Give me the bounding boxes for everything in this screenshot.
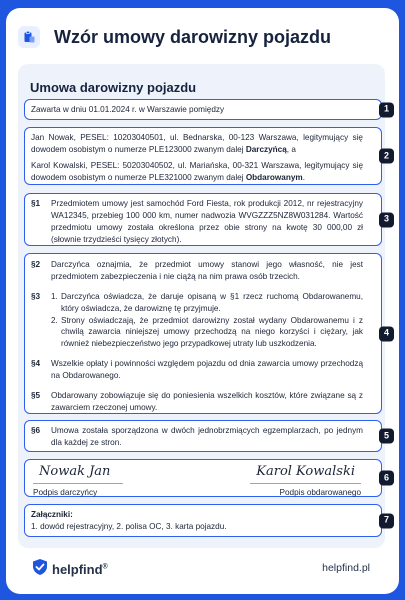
- section-6-number: §6: [31, 426, 41, 435]
- clause-box-4: [24, 253, 389, 414]
- party-recipient-suffix: .: [302, 172, 305, 182]
- document-title: Umowa darowizny pojazdu: [30, 80, 197, 95]
- section-5-number: §5: [31, 391, 41, 401]
- list-item: 2. Strony oświadczają, że przedmiot darowizny został wydany Obdarowanemu i z chwilą zawarcia niniejszej umowy przechodzą na niego korzyści i ciężary, jak również niebezpieczeństwo jego przypadkowej utraty lub uszkodzenia.: [51, 315, 363, 349]
- party-donor-text: Jan Nowak, PESEL: 10203040501, ul. Bednarska, 00-123 Warszawa, legitymujący się dowodem osobistym o numerze PLE123000 zwanym dalej: [31, 133, 363, 154]
- section-1-text: Przedmiotem umowy jest samochód Ford Fiesta, rok produkcji 2012, nr rejestracyjny WA12345, przebieg 100 000 km, numer nadwozia WVGZZZ5NZ8W031284. Wartość przedmiotu umowy została określona przez obie strony na kwotę 30 000,00 zł (słownie trzydzieści tysięcy złotych).: [51, 199, 363, 244]
- recipient-signature: Karol Kowalski: [250, 463, 361, 484]
- step-badge-7: 7: [379, 513, 394, 528]
- page-title: Wzór umowy darowizny pojazdu: [54, 26, 332, 47]
- section-3: [25, 291, 381, 350]
- step-badge-4: 4: [379, 326, 394, 341]
- donor-signature: Nowak Jan: [33, 463, 123, 484]
- section-2-text: Darczyńca oznajmia, że przedmiot umowy stanowi jego własność, nie jest przedmiotem zabezpieczenia i nie ciążą na nim prawa osób trzecich.: [51, 260, 363, 281]
- section-4-text: Wszelkie opłaty i powinności względem pojazdu od dnia zawarcia umowy przechodzą na Obdarowanego.: [51, 359, 363, 381]
- shield-icon: [32, 558, 48, 581]
- section-4: [25, 358, 381, 382]
- party-donor-suffix: , a: [286, 144, 296, 154]
- recipient-signature-block: [250, 463, 361, 499]
- section-6: [25, 425, 381, 449]
- clause-box-5: [24, 420, 389, 452]
- section-5: [25, 390, 381, 414]
- party-recipient-role: Obdarowanym: [245, 172, 303, 182]
- party-recipient: [25, 160, 381, 184]
- section-2: [25, 259, 381, 283]
- clause-box-6: [24, 459, 389, 497]
- step-badge-5: 5: [379, 429, 394, 444]
- list-item: 1. Darczyńca oświadcza, że daruje opisaną w §1 rzecz ruchomą Obdarowanemu, który oświadcza, że darowiznę tę przyjmuje.: [51, 291, 363, 313]
- clause-box-1: [24, 99, 389, 120]
- page-header: [18, 26, 331, 48]
- step-badge-3: 3: [379, 212, 394, 227]
- donor-signature-label: Podpis darczyńcy: [33, 487, 98, 497]
- party-donor-role: Darczyńcą: [245, 144, 287, 154]
- section-3-number: §3: [31, 291, 41, 301]
- section-6-text: Umowa została sporządzona w dwóch jednobrzmiących egzemplarzach, po jednym dla każdej ze stron.: [51, 426, 363, 447]
- clause-box-7: [24, 504, 389, 537]
- donor-signature-block: [33, 463, 123, 499]
- section-3-list: [51, 291, 363, 350]
- section-4-number: §4: [31, 359, 41, 369]
- step-badge-6: 6: [379, 471, 394, 486]
- section-5-text: Obdarowany zobowiązuje się do poniesienia wszelkich kosztów, które związane są z zawarciem rzeczonej umowy.: [51, 391, 363, 412]
- clause-box-3: [24, 193, 389, 246]
- clipboard-icon: [18, 26, 40, 48]
- step-badge-1: 1: [379, 102, 394, 117]
- signatures: [25, 463, 381, 499]
- section-1: [25, 198, 381, 246]
- step-badge-2: 2: [379, 149, 394, 164]
- website-link[interactable]: helpfind.pl: [322, 562, 370, 574]
- recipient-signature-label: Podpis obdarowanego: [279, 487, 361, 497]
- brand-name: helpfind®: [52, 562, 108, 577]
- intro-text: Zawarta w dniu 01.01.2024 r. w Warszawie pomiędzy: [31, 105, 225, 114]
- party-donor: [25, 132, 381, 156]
- section-2-number: §2: [31, 260, 41, 269]
- attachments-heading: Załączniki:: [31, 510, 73, 519]
- party-recipient-text: Karol Kowalski, PESEL: 50203040502, ul. Mariańska, 00-321 Warszawa, legitymujący się dowodem osobistym o numerze PLE321000 zwanym dalej: [31, 160, 363, 182]
- section-1-number: §1: [31, 199, 41, 208]
- brand-logo: [32, 558, 108, 581]
- clause-box-2: [24, 127, 389, 185]
- attachments-text: 1. dowód rejestracyjny, 2. polisa OC, 3. karta pojazdu.: [31, 521, 227, 531]
